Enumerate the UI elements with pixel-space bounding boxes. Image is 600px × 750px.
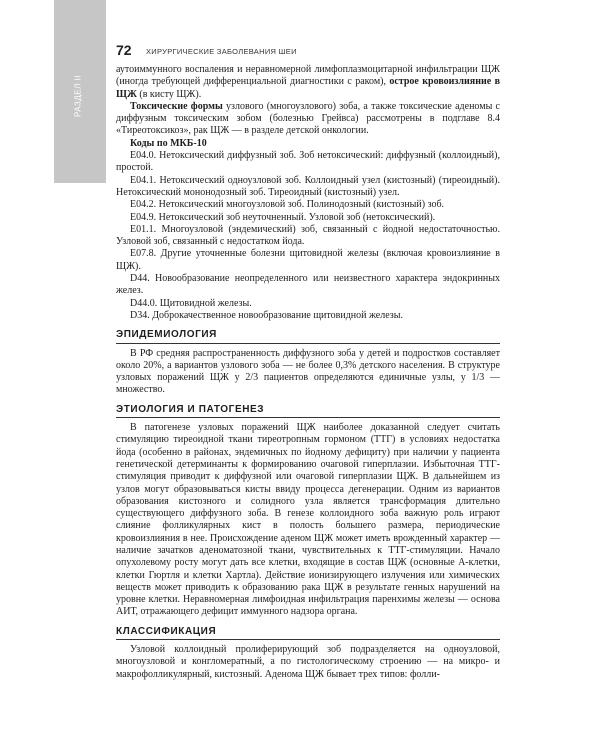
icd-code-item: E04.0. Нетоксический диффузный зоб. Зоб нетоксический: диффузный (коллоидный), простой. [116, 150, 500, 174]
icd-code-item: D44. Новообразование неопределенного или неизвестного характера эндокринных желез. [116, 273, 500, 297]
classification-paragraph: Узловой коллоидный пролиферирующий зоб подразделяется на одноузловой, многоузловой и конгломератный, а по гистологическому строению — на микро- и макрофолликулярный, кистозный. Аденома ЩЖ бывает трех типов: фолли- [116, 644, 500, 680]
etiology-paragraph: В патогенезе узловых поражений ЩЖ наиболее доказанной следует считать стимуляцию тиреоидной ткани тиреотропным гормоном (ТТГ) в условиях недостатка йода (особенно в районах, эндемичных по йодному дефициту) при наличии у пациента генетической детерминанты к формированию очаговой гиперплазии. Избыточная ТТГ-стимуляция приводит к диффузной или очаговой гиперплазии ЩЖ. В дальнейшем из узлов могут образовываться кисты ввиду процесса дегенерации. Одним из вариантов образования кистозного и солидного узла является трансформация длительно существующего диффузного зоба. В генезе коллоидного зоба важную роль играют слияние фолликулярных кист в полость большего размера, периодические кровоизлияния в нее. Происхождение аденом ЩЖ может иметь врожденный характер — наличие зачатков аденоматозной ткани, чувствительных к ТТГ-стимуляции. Начало опухолевому росту могут дать все клетки, входящие в состав ЩЖ (основные А-клетки, клетки Гюртля и клетки Хартла). Действие ионизирующего излучения или химических веществ может приводить к образованию рака ЩЖ в результате генных нарушений на уровне клетки. Неравномерная лимфоидная инфильтрация паренхимы железы — основа АИТ, отражающего дефицит иммунного надзора органа. [116, 422, 500, 618]
classification-heading: КЛАССИФИКАЦИЯ [116, 626, 500, 640]
bold-term: острое кровоизлияние в ЩЖ [116, 76, 500, 100]
page-body [116, 64, 500, 681]
bold-term: Токсические формы [130, 100, 223, 112]
icd-code-item: E07.8. Другие уточненные болезни щитовидной железы (включая кровоизлияние в ЩЖ). [116, 248, 500, 272]
icd-code-item: E04.1. Нетоксический одноузловой зоб. Коллоидный узел (кистозный) (тиреоидный). Нетоксический мононодозный зоб. Тиреоидный (кистозный) узел. [116, 174, 500, 198]
page-number: 72 [116, 42, 132, 58]
running-header: ХИРУРГИЧЕСКИЕ ЗАБОЛЕВАНИЯ ШЕИ [146, 47, 297, 56]
epidemiology-paragraph: В РФ средняя распространенность диффузного зоба у детей и подростков составляет около 20%, а вариантов узлового зоба — не более 0,3% детского населения. В структуре узловых поражений ЩЖ у 2/3 пациентов определяются единичные узлы, у 1/3 — множество. [116, 347, 500, 396]
icd-code-item: D44.0. Щитовидной железы. [130, 297, 252, 309]
icd-code-item: E01.1. Многоузловой (эндемический) зоб, связанный с йодной недостаточностью. Узловой зоб, связанный с недостатком йода. [116, 223, 500, 248]
etiology-heading: ЭТИОЛОГИЯ И ПАТОГЕНЕЗ [116, 404, 500, 418]
icd-code-item: D34. Доброкачественное новообразование щитовидной железы. [130, 309, 403, 321]
epidemiology-heading: ЭПИДЕМИОЛОГИЯ [116, 329, 500, 343]
intro-paragraph-1: аутоиммунного воспаления и неравномерной лимфоплазмоцитарной инфильтрации ЩЖ (иногда требующей дифференциальной диагностики с раком), острое кровоизлияние в ЩЖ (в кисту ЩЖ). [116, 64, 500, 100]
icd-code-item: E04.2. Нетоксический многоузловой зоб. Полинодозный (кистозный) зоб. [130, 199, 445, 211]
section-label: РАЗДЕЛ II [73, 74, 83, 118]
icd-codes-title: Коды по МКБ-10 [130, 137, 207, 149]
icd-code-item: E04.9. Нетоксический зоб неуточненный. Узловой зоб (нетоксический). [130, 211, 436, 223]
intro-paragraph-2: Токсические формы узлового (многоузлового) зоба, а также токсические аденомы с диффузным токсическим зобом (болезнью Грейвса) рассмотрены в подглаве 8.4 «Тиреотоксикоз», рак ЩЖ — в разделе детской онкологии. [116, 100, 500, 137]
